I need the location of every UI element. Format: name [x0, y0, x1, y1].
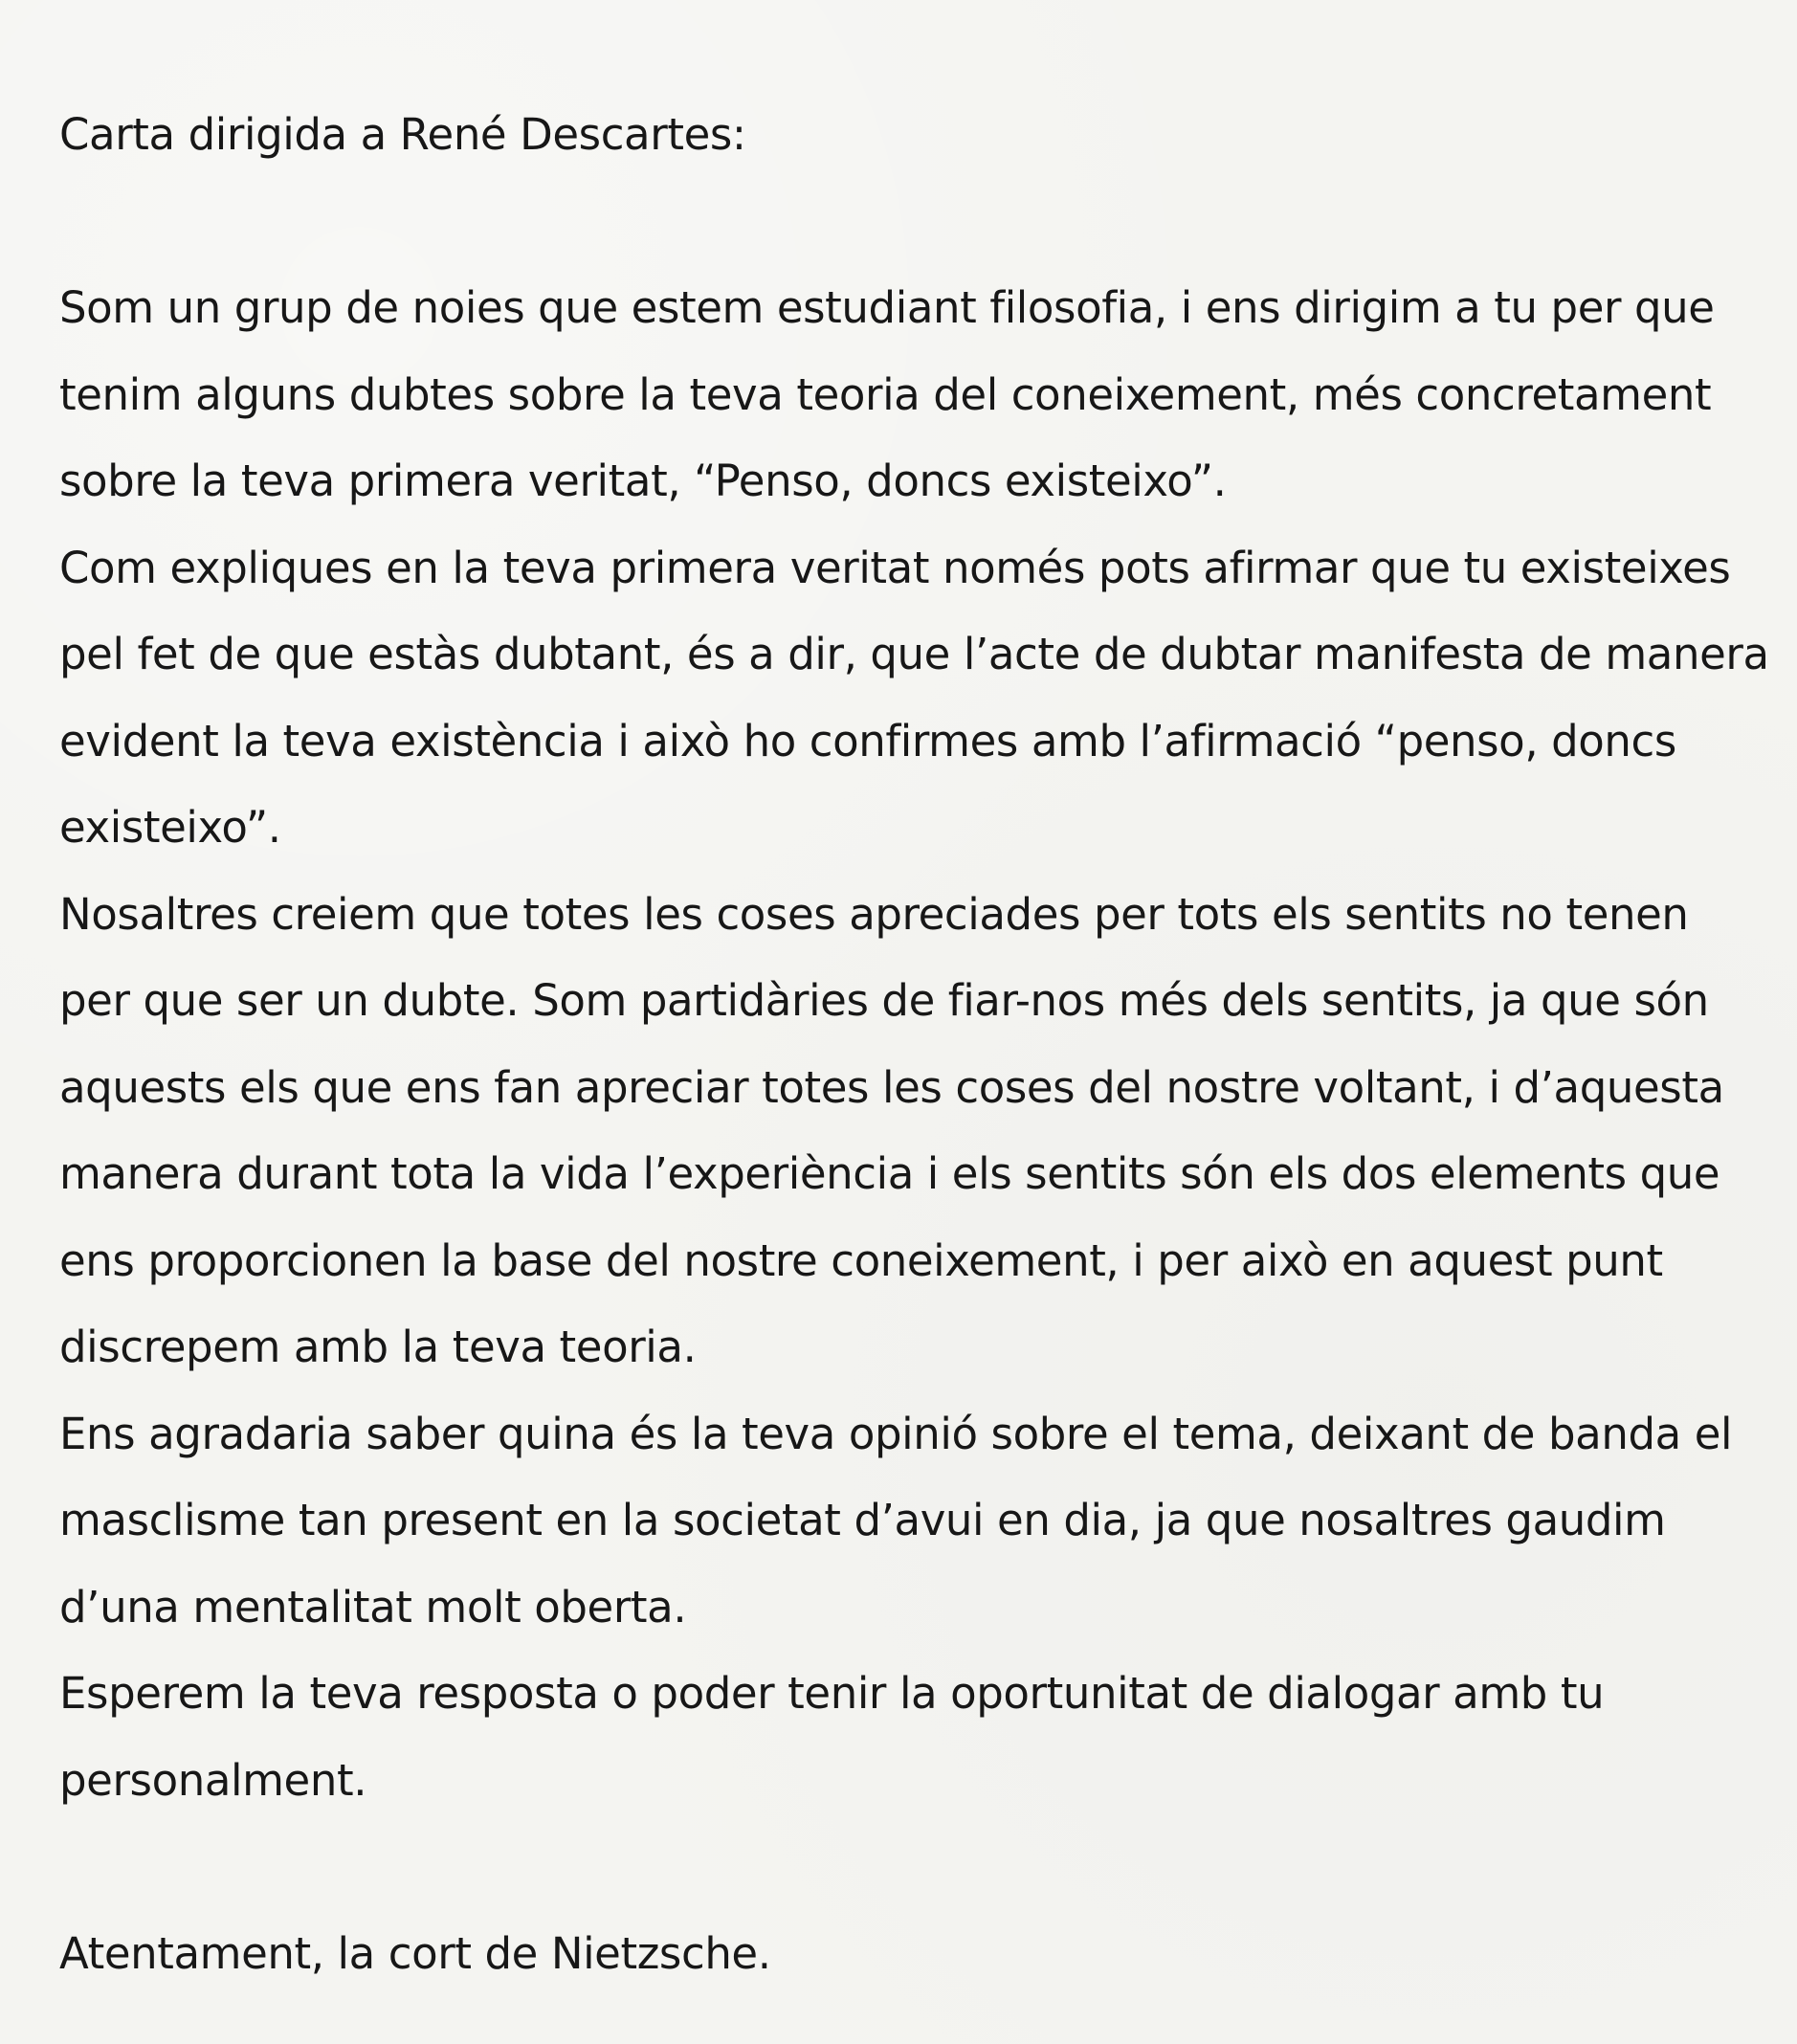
- letter-signoff: Atentament, la cort de Nietzsche.: [59, 1927, 771, 1979]
- letter-line: Com expliques en la teva primera veritat només pots afirmar que tu existeixes: [59, 542, 1731, 593]
- letter-line: Ens agradaria saber quina és la teva opinió sobre el tema, deixant de banda el: [59, 1408, 1733, 1459]
- letter-line: manera durant tota la vida l’experiència i els sentits són els dos elements que: [59, 1148, 1720, 1199]
- letter-salutation: Carta dirigida a René Descartes:: [59, 109, 746, 160]
- letter-line: pel fet de que estàs dubtant, és a dir, que l’acte de dubtar manifesta de manera: [59, 629, 1769, 679]
- letter-line: discrepem amb la teva teoria.: [59, 1322, 697, 1372]
- letter-line: d’una mentalitat molt oberta.: [59, 1581, 687, 1633]
- letter-line: masclisme tan present en la societat d’avui en dia, ja que nosaltres gaudim: [59, 1495, 1666, 1545]
- letter-body: [59, 92, 1769, 1997]
- blank-line: [59, 1824, 1753, 1911]
- letter-line: personalment.: [59, 1754, 367, 1806]
- letter-line: Esperem la teva resposta o poder tenir la oportunitat de dialogar amb tu: [59, 1668, 1605, 1719]
- letter-line: evident la teva existència i això ho confirmes amb l’afirmació “penso, doncs: [59, 715, 1676, 766]
- letter-line: Som un grup de noies que estem estudiant filosofia, i ens dirigim a tu per que: [59, 282, 1715, 333]
- letter-line: Nosaltres creiem que totes les coses apreciades per tots els sentits no tenen: [59, 888, 1689, 940]
- letter-line: tenim alguns dubtes sobre la teva teoria del coneixement, més concretament: [59, 368, 1712, 420]
- letter-line: per que ser un dubte. Som partidàries de fiar-nos més dels sentits, ja que són: [59, 975, 1709, 1026]
- letter-line: sobre la teva primera veritat, “Penso, doncs existeixo”.: [59, 455, 1227, 506]
- blank-line: [59, 179, 1753, 266]
- letter-line: aquests els que ens fan apreciar totes les coses del nostre voltant, i d’aquesta: [59, 1061, 1724, 1113]
- letter-line: existeixo”.: [59, 802, 281, 853]
- letter-line: ens proporcionen la base del nostre coneixement, i per això en aquest punt: [59, 1234, 1663, 1286]
